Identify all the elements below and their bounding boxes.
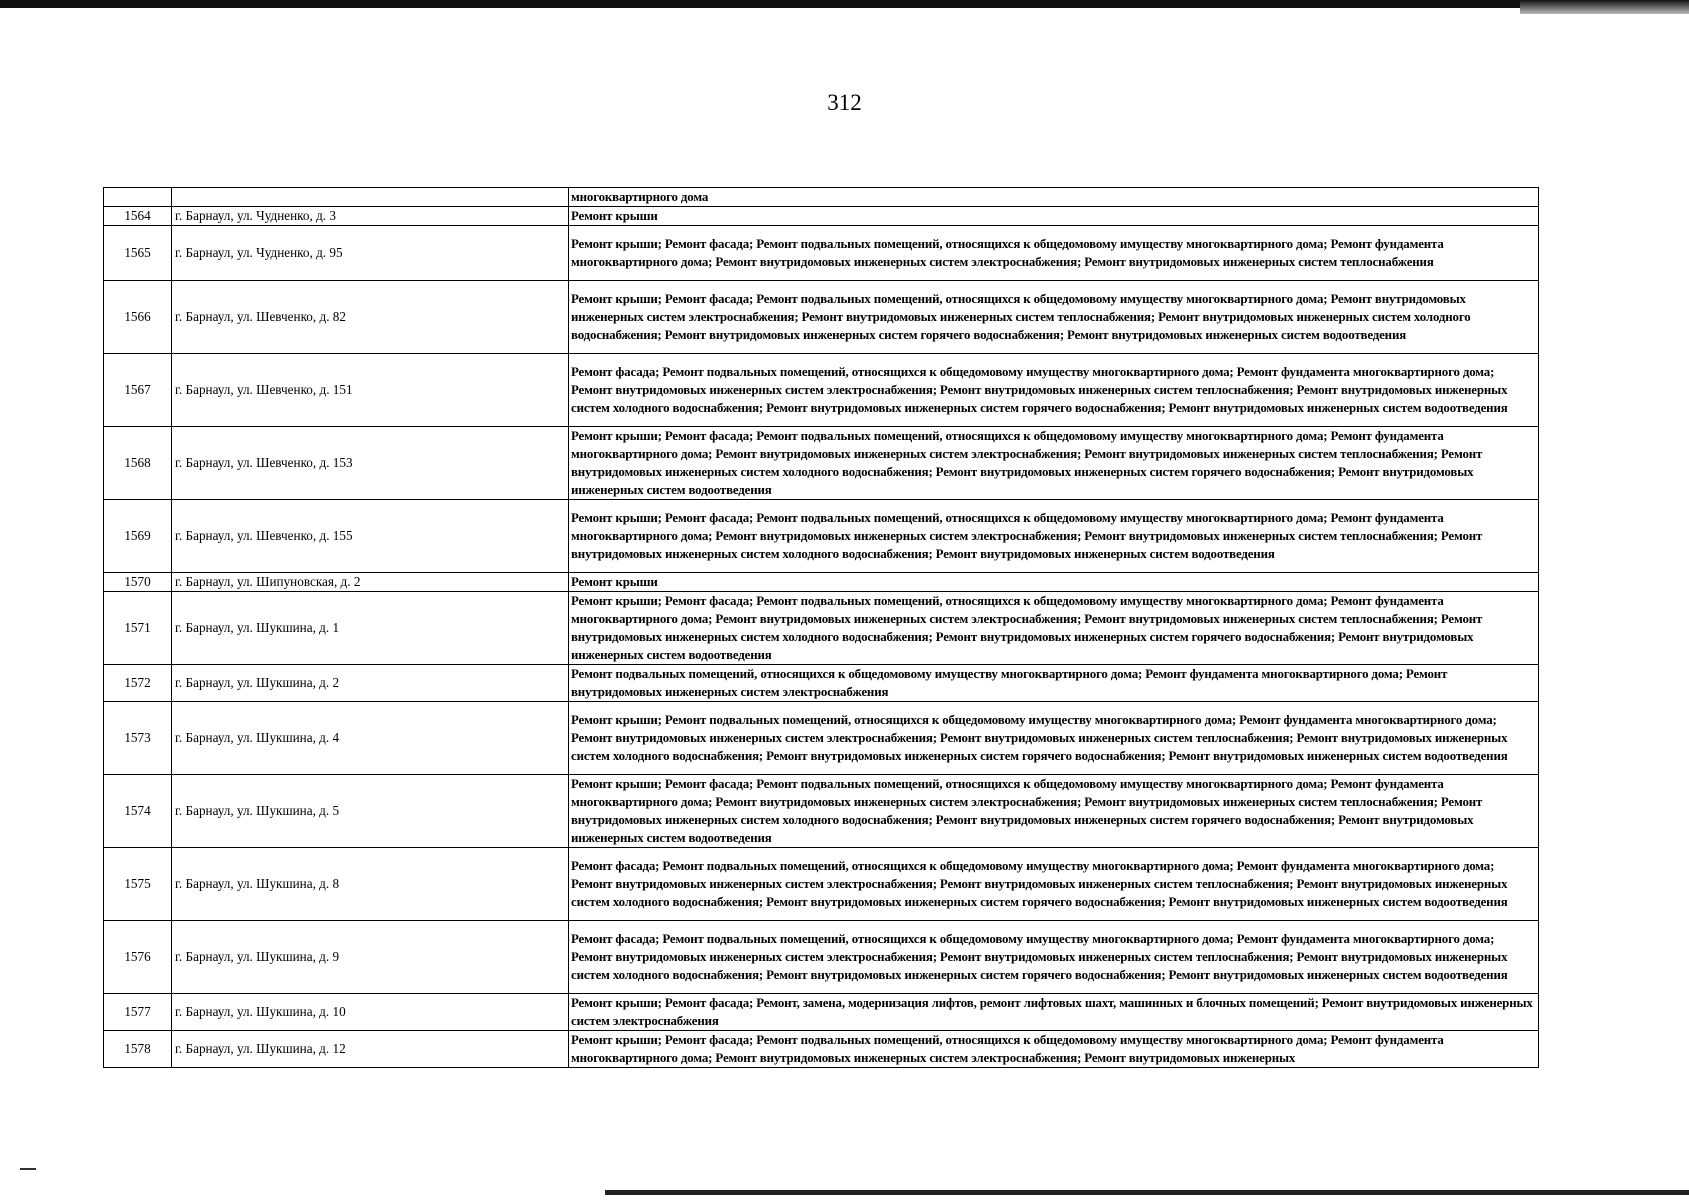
table-row xyxy=(104,921,1539,994)
row-number: 1568 xyxy=(104,427,172,500)
row-works: Ремонт крыши; Ремонт фасада; Ремонт подвальных помещений, относящихся к общедомовому имуществу многоквартирного дома; Ремонт фундамента многоквартирного дома; Ремонт внутридомовых инженерных систем электроснабжения; Ремонт внутридомовых инженерных xyxy=(569,1031,1539,1068)
row-works: Ремонт крыши; Ремонт фасада; Ремонт подвальных помещений, относящихся к общедомовому имуществу многоквартирного дома; Ремонт фундамента многоквартирного дома; Ремонт внутридомовых инженерных систем электроснабжения; Ремонт внутридомовых инженерных систем теплоснабжения; Ремонт внутридомовых инженерных систем холодного водоснабжения; Ремонт внутридомовых инженерных систем водоотведения xyxy=(569,500,1539,573)
row-works: Ремонт фасада; Ремонт подвальных помещений, относящихся к общедомовому имуществу многоквартирного дома; Ремонт фундамента многоквартирного дома; Ремонт внутридомовых инженерных систем электроснабжения; Ремонт внутридомовых инженерных систем теплоснабжения; Ремонт внутридомовых инженерных систем холодного водоснабжения; Ремонт внутридомовых инженерных систем горячего водоснабжения; Ремонт внутридомовых инженерных систем водоотведения xyxy=(569,848,1539,921)
table-row xyxy=(104,354,1539,427)
row-number: 1576 xyxy=(104,921,172,994)
table-row xyxy=(104,573,1539,592)
page-number: 312 xyxy=(827,90,862,115)
table-row xyxy=(104,500,1539,573)
row-works: Ремонт крыши; Ремонт фасада; Ремонт подвальных помещений, относящихся к общедомовому имуществу многоквартирного дома; Ремонт внутридомовых инженерных систем электроснабжения; Ремонт внутридомовых инженерных систем теплоснабжения; Ремонт внутридомовых инженерных систем холодного водоснабжения; Ремонт внутридомовых инженерных систем горячего водоснабжения; Ремонт внутридомовых инженерных систем водоотведения xyxy=(569,281,1539,354)
row-works: Ремонт фасада; Ремонт подвальных помещений, относящихся к общедомовому имуществу многоквартирного дома; Ремонт фундамента многоквартирного дома; Ремонт внутридомовых инженерных систем электроснабжения; Ремонт внутридомовых инженерных систем теплоснабжения; Ремонт внутридомовых инженерных систем холодного водоснабжения; Ремонт внутридомовых инженерных систем горячего водоснабжения; Ремонт внутридомовых инженерных систем водоотведения xyxy=(569,921,1539,994)
row-number: 1573 xyxy=(104,702,172,775)
row-number: 1578 xyxy=(104,1031,172,1068)
row-works: Ремонт крыши; Ремонт фасада; Ремонт подвальных помещений, относящихся к общедомовому имуществу многоквартирного дома; Ремонт фундамента многоквартирного дома; Ремонт внутридомовых инженерных систем электроснабжения; Ремонт внутридомовых инженерных систем теплоснабжения; Ремонт внутридомовых инженерных систем холодного водоснабжения; Ремонт внутридомовых инженерных систем горячего водоснабжения; Ремонт внутридомовых инженерных систем водоотведения xyxy=(569,427,1539,500)
row-number: 1567 xyxy=(104,354,172,427)
row-address: г. Барнаул, ул. Шевченко, д. 151 xyxy=(172,354,569,427)
table-row xyxy=(104,281,1539,354)
row-number: 1566 xyxy=(104,281,172,354)
table-row xyxy=(104,226,1539,281)
row-works: Ремонт фасада; Ремонт подвальных помещений, относящихся к общедомовому имуществу многоквартирного дома; Ремонт фундамента многоквартирного дома; Ремонт внутридомовых инженерных систем электроснабжения; Ремонт внутридомовых инженерных систем теплоснабжения; Ремонт внутридомовых инженерных систем холодного водоснабжения; Ремонт внутридомовых инженерных систем горячего водоснабжения; Ремонт внутридомовых инженерных систем водоотведения xyxy=(569,354,1539,427)
row-address: г. Барнаул, ул. Шукшина, д. 8 xyxy=(172,848,569,921)
top-scan-border-edge xyxy=(1520,0,1689,14)
row-address: г. Барнаул, ул. Чудненко, д. 95 xyxy=(172,226,569,281)
table-row xyxy=(104,188,1539,207)
row-address: г. Барнаул, ул. Шукшина, д. 9 xyxy=(172,921,569,994)
row-works: Ремонт крыши; Ремонт фасада; Ремонт подвальных помещений, относящихся к общедомовому имуществу многоквартирного дома; Ремонт фундамента многоквартирного дома; Ремонт внутридомовых инженерных систем электроснабжения; Ремонт внутридомовых инженерных систем теплоснабжения; Ремонт внутридомовых инженерных систем холодного водоснабжения; Ремонт внутридомовых инженерных систем горячего водоснабжения; Ремонт внутридомовых инженерных систем водоотведения xyxy=(569,592,1539,665)
table-row xyxy=(104,994,1539,1031)
row-address: г. Барнаул, ул. Шипуновская, д. 2 xyxy=(172,573,569,592)
row-address: г. Барнаул, ул. Шукшина, д. 5 xyxy=(172,775,569,848)
table-row xyxy=(104,1031,1539,1068)
row-number: 1577 xyxy=(104,994,172,1031)
row-works: Ремонт крыши; Ремонт подвальных помещений, относящихся к общедомовому имуществу многоквартирного дома; Ремонт фундамента многоквартирного дома; Ремонт внутридомовых инженерных систем электроснабжения; Ремонт внутридомовых инженерных систем теплоснабжения; Ремонт внутридомовых инженерных систем холодного водоснабжения; Ремонт внутридомовых инженерных систем горячего водоснабжения; Ремонт внутридомовых инженерных систем водоотведения xyxy=(569,702,1539,775)
table-row xyxy=(104,775,1539,848)
row-address xyxy=(172,188,569,207)
repair-works-table xyxy=(103,187,1539,1068)
row-works: Ремонт подвальных помещений, относящихся к общедомовому имуществу многоквартирного дома; Ремонт фундамента многоквартирного дома; Ремонт внутридомовых инженерных систем электроснабжения xyxy=(569,665,1539,702)
row-works: Ремонт крыши xyxy=(569,207,1539,226)
scan-mark xyxy=(20,1168,36,1170)
row-works: Ремонт крыши xyxy=(569,573,1539,592)
row-number: 1565 xyxy=(104,226,172,281)
bottom-scan-border xyxy=(605,1190,1689,1195)
row-number: 1575 xyxy=(104,848,172,921)
row-address: г. Барнаул, ул. Шевченко, д. 82 xyxy=(172,281,569,354)
table-row xyxy=(104,702,1539,775)
row-works: Ремонт крыши; Ремонт фасада; Ремонт подвальных помещений, относящихся к общедомовому имуществу многоквартирного дома; Ремонт фундамента многоквартирного дома; Ремонт внутридомовых инженерных систем электроснабжения; Ремонт внутридомовых инженерных систем теплоснабжения; Ремонт внутридомовых инженерных систем холодного водоснабжения; Ремонт внутридомовых инженерных систем горячего водоснабжения; Ремонт внутридомовых инженерных систем водоотведения xyxy=(569,775,1539,848)
row-number: 1571 xyxy=(104,592,172,665)
table-row xyxy=(104,592,1539,665)
table-row xyxy=(104,848,1539,921)
table-row xyxy=(104,665,1539,702)
row-number: 1572 xyxy=(104,665,172,702)
row-number: 1570 xyxy=(104,573,172,592)
table-row xyxy=(104,207,1539,226)
row-number: 1569 xyxy=(104,500,172,573)
row-address: г. Барнаул, ул. Шукшина, д. 1 xyxy=(172,592,569,665)
row-address: г. Барнаул, ул. Шевченко, д. 153 xyxy=(172,427,569,500)
table-row xyxy=(104,427,1539,500)
row-address: г. Барнаул, ул. Чудненко, д. 3 xyxy=(172,207,569,226)
top-scan-border xyxy=(0,0,1689,8)
row-works: многоквартирного дома xyxy=(569,188,1539,207)
row-address: г. Барнаул, ул. Шукшина, д. 2 xyxy=(172,665,569,702)
row-address: г. Барнаул, ул. Шукшина, д. 4 xyxy=(172,702,569,775)
row-address: г. Барнаул, ул. Шукшина, д. 12 xyxy=(172,1031,569,1068)
row-number: 1574 xyxy=(104,775,172,848)
row-number: 1564 xyxy=(104,207,172,226)
row-number xyxy=(104,188,172,207)
row-works: Ремонт крыши; Ремонт фасада; Ремонт, замена, модернизация лифтов, ремонт лифтовых шахт, машинных и блочных помещений; Ремонт внутридомовых инженерных систем электроснабжения xyxy=(569,994,1539,1031)
row-address: г. Барнаул, ул. Шевченко, д. 155 xyxy=(172,500,569,573)
row-address: г. Барнаул, ул. Шукшина, д. 10 xyxy=(172,994,569,1031)
row-works: Ремонт крыши; Ремонт фасада; Ремонт подвальных помещений, относящихся к общедомовому имуществу многоквартирного дома; Ремонт фундамента многоквартирного дома; Ремонт внутридомовых инженерных систем электроснабжения; Ремонт внутридомовых инженерных систем теплоснабжения xyxy=(569,226,1539,281)
